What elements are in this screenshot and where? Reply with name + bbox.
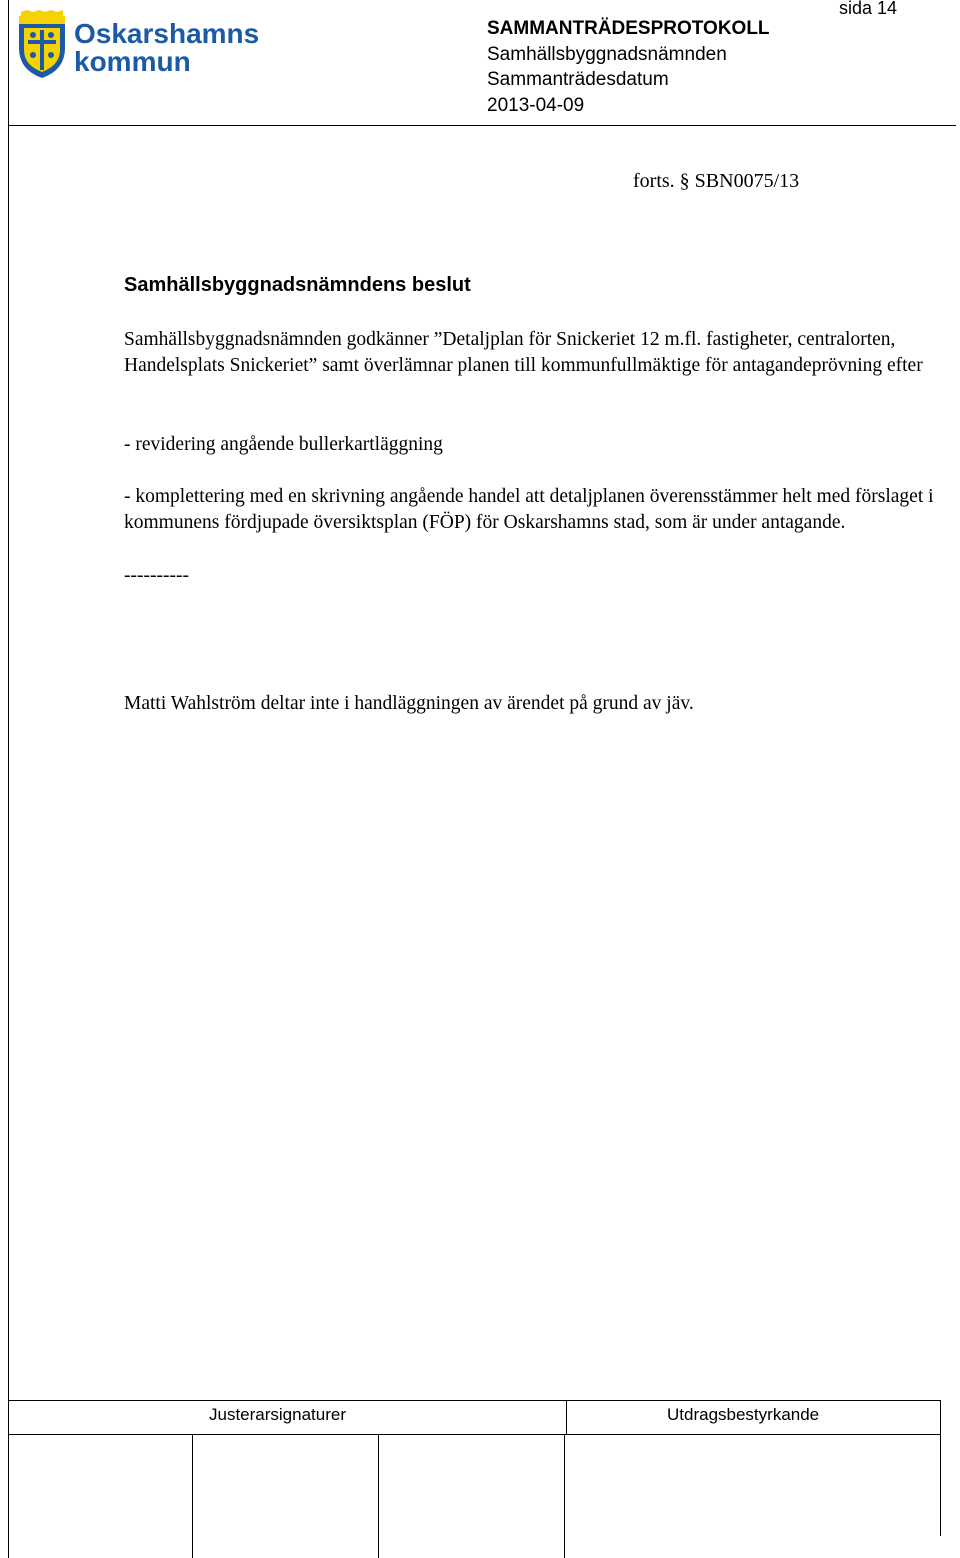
bullet-supplement: - komplettering med en skrivning angående handel att detaljplanen överensstämmer helt med förslaget i kommunens fördjupade översiktsplan (FÖP) för Oskarshamns stad, som är under antagande. (124, 486, 934, 533)
coat-of-arms-icon (16, 10, 68, 80)
doc-type: SAMMANTRÄDESPROTOKOLL (487, 18, 770, 39)
date-label: Sammanträdesdatum (487, 69, 669, 90)
page-number: sida 14 (839, 0, 898, 18)
case-reference: forts. § SBN0075/13 (633, 170, 800, 192)
separator-line: ---------- (124, 565, 189, 586)
table-divider-top (566, 1400, 567, 1434)
decision-paragraph: Samhällsbyggnadsnämnden godkänner ”Detaljplan för Snickeriet 12 m.fl. fastigheter, centralorten, Handelsplats Snickeriet” samt överlämnar planen till kommunfullmäktige för antagandeprövning efter (124, 329, 923, 376)
certification-label: Utdragsbestyrkande (667, 1405, 820, 1424)
municipality-logo (16, 10, 266, 82)
table-right-border (940, 1400, 941, 1536)
table-middle-border (8, 1434, 940, 1435)
table-divider-3 (564, 1434, 565, 1558)
document-header (487, 16, 770, 118)
table-top-border (8, 1400, 940, 1401)
committee-name: Samhällsbyggnadsnämnden (487, 43, 727, 65)
logo-text-line2: kommun (74, 46, 191, 77)
table-divider-1 (192, 1434, 193, 1558)
table-divider-2 (378, 1434, 379, 1558)
signature-table (8, 1400, 940, 1558)
bullet-revision: - revidering angående bullerkartläggning (124, 434, 443, 455)
meeting-date: 2013-04-09 (487, 94, 585, 116)
signatures-label: Justerarsignaturer (209, 1405, 347, 1424)
logo-text-line1: Oskarshamns (74, 18, 260, 49)
disqualification-note: Matti Wahlström deltar inte i handläggningen av ärendet på grund av jäv. (124, 693, 694, 714)
decision-heading: Samhällsbyggnadsnämndens beslut (124, 274, 471, 296)
header-divider (8, 125, 956, 126)
page-left-border (8, 0, 9, 1558)
